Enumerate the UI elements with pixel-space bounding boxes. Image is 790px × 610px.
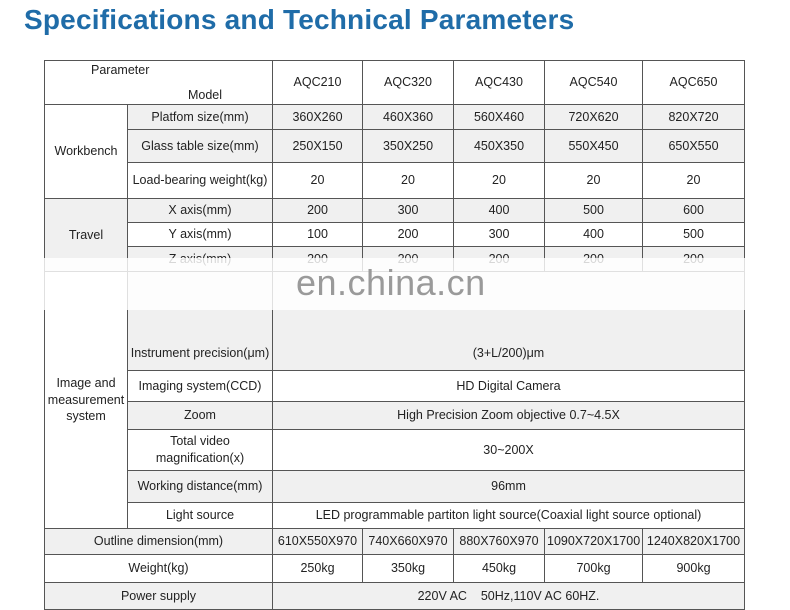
table-cell: 300 xyxy=(454,223,545,247)
group-label-workbench: Workbench xyxy=(45,105,128,199)
table-cell: 450X350 xyxy=(454,130,545,163)
table-row xyxy=(45,130,745,163)
table-cell: 720X620 xyxy=(545,105,643,130)
row-label: Zoom xyxy=(128,402,273,430)
row-label: Instrument precision(μm) xyxy=(128,338,273,371)
table-row xyxy=(45,471,745,503)
table-row xyxy=(45,199,745,223)
table-row xyxy=(45,555,745,583)
table-cell: 20 xyxy=(643,163,745,199)
table-row xyxy=(45,529,745,555)
table-cell: 360X260 xyxy=(273,105,363,130)
diagonal-header-cell xyxy=(45,61,273,105)
table-row xyxy=(45,105,745,130)
parameter-header: Parameter xyxy=(91,62,150,77)
table-cell: 300 xyxy=(363,199,454,223)
table-cell: 600 xyxy=(643,199,745,223)
table-row xyxy=(45,223,745,247)
table-cell: 220V AC 50Hz,110V AC 60HZ. xyxy=(273,583,745,610)
row-label: Outline dimension(mm) xyxy=(45,529,273,555)
table-cell: 100 xyxy=(273,223,363,247)
table-cell: LED programmable partiton light source(Coaxial light source optional) xyxy=(273,503,745,529)
table-cell: 20 xyxy=(363,163,454,199)
watermark-text: en.china.cn xyxy=(296,262,486,303)
model-name: AQC540 xyxy=(545,61,643,105)
group-label-imaging xyxy=(45,272,128,529)
table-cell: 500 xyxy=(643,223,745,247)
page-title: Specifications and Technical Parameters xyxy=(24,4,575,35)
row-label-line: magnification(x) xyxy=(155,451,245,465)
table-cell: 400 xyxy=(454,199,545,223)
table-cell: 200 xyxy=(273,199,363,223)
table-cell: 20 xyxy=(454,163,545,199)
table-cell: 700kg xyxy=(545,555,643,583)
model-name: AQC430 xyxy=(454,61,545,105)
row-label: Y axis(mm) xyxy=(128,223,273,247)
model-name: AQC210 xyxy=(273,61,363,105)
spec-table xyxy=(44,60,745,610)
group-label-line: measurement xyxy=(47,392,125,407)
table-cell: 30~200X xyxy=(273,430,745,471)
row-label: Weight(kg) xyxy=(45,555,273,583)
table-row xyxy=(45,371,745,402)
table-cell: 460X360 xyxy=(363,105,454,130)
table-cell: 650X550 xyxy=(643,130,745,163)
table-cell: 500 xyxy=(545,199,643,223)
table-row xyxy=(45,583,745,610)
row-label: Load-bearing weight(kg) xyxy=(128,163,273,199)
table-cell: 450kg xyxy=(454,555,545,583)
table-cell: 20 xyxy=(273,163,363,199)
table-cell: 350kg xyxy=(363,555,454,583)
model-name: AQC320 xyxy=(363,61,454,105)
row-label: Platfom size(mm) xyxy=(128,105,273,130)
row-label: X axis(mm) xyxy=(128,199,273,223)
table-cell: 200 xyxy=(363,223,454,247)
row-label xyxy=(128,430,273,471)
table-cell: 250X150 xyxy=(273,130,363,163)
table-cell: 250kg xyxy=(273,555,363,583)
table-row xyxy=(45,163,745,199)
table-cell: 1090X720X1700 xyxy=(545,529,643,555)
table-row xyxy=(45,338,745,371)
table-cell: 1240X820X1700 xyxy=(643,529,745,555)
row-label: Power supply xyxy=(45,583,273,610)
table-cell: (3+L/200)μm xyxy=(273,338,745,371)
row-label: Working distance(mm) xyxy=(128,471,273,503)
table-cell: 900kg xyxy=(643,555,745,583)
table-cell: 740X660X970 xyxy=(363,529,454,555)
group-label-travel: Travel xyxy=(45,199,128,272)
table-cell: 96mm xyxy=(273,471,745,503)
table-cell: 560X460 xyxy=(454,105,545,130)
table-cell: 880X760X970 xyxy=(454,529,545,555)
table-cell: 820X720 xyxy=(643,105,745,130)
model-header: Model xyxy=(187,87,222,102)
table-row xyxy=(45,402,745,430)
row-label: Light source xyxy=(128,503,273,529)
row-label-line: Total video xyxy=(170,434,230,449)
table-cell: 400 xyxy=(545,223,643,247)
table-row xyxy=(45,503,745,529)
table-cell: 350X250 xyxy=(363,130,454,163)
group-label-line: system xyxy=(66,409,106,424)
table-cell: High Precision Zoom objective 0.7~4.5X xyxy=(273,402,745,430)
header-row xyxy=(45,61,745,105)
table-cell: 610X550X970 xyxy=(273,529,363,555)
row-label: Glass table size(mm) xyxy=(128,130,273,163)
table-cell: 550X450 xyxy=(545,130,643,163)
table-cell: 20 xyxy=(545,163,643,199)
model-name: AQC650 xyxy=(643,61,745,105)
row-label: Imaging system(CCD) xyxy=(128,371,273,402)
group-label-line: Image and xyxy=(56,375,116,390)
table-row xyxy=(45,430,745,471)
table-cell: HD Digital Camera xyxy=(273,371,745,402)
